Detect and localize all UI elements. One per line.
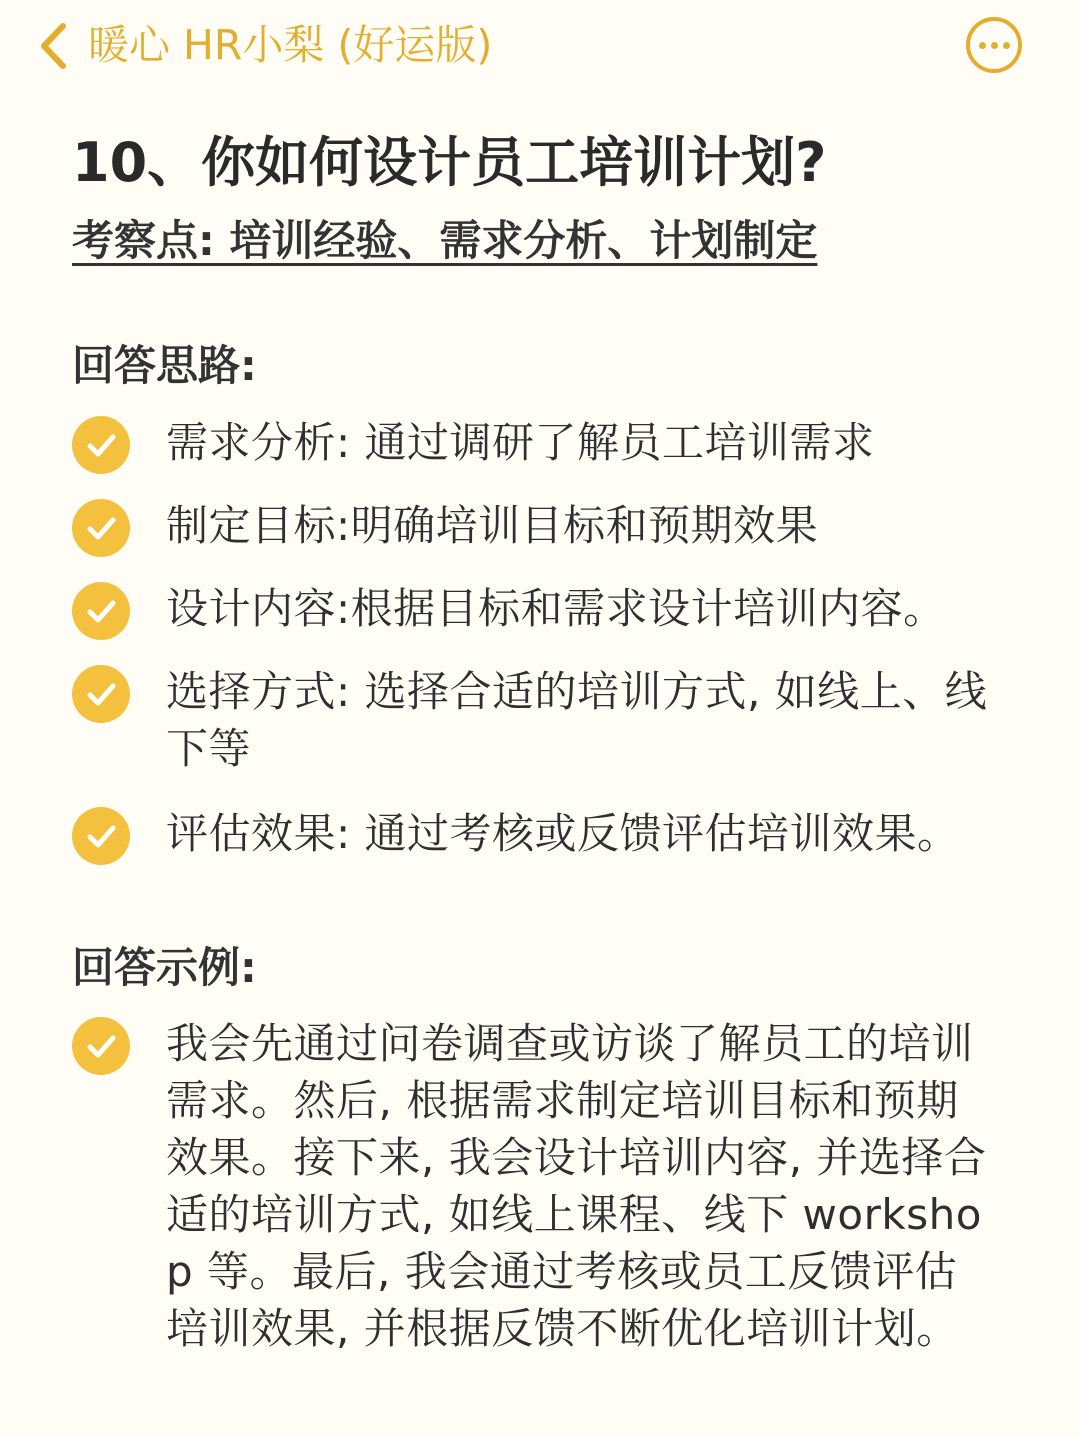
chevron-left-icon bbox=[36, 21, 70, 71]
more-horizontal-icon bbox=[979, 42, 986, 49]
check-circle-icon bbox=[72, 416, 130, 474]
list-item-text: 制定目标:明确培训目标和预期效果 bbox=[166, 501, 819, 550]
check-circle-icon bbox=[72, 1017, 130, 1075]
check-circle-icon bbox=[72, 665, 130, 723]
list-item-text: 需求分析: 通过调研了解员工培训需求 bbox=[166, 418, 875, 467]
example-answer-text: 我会先通过问卷调查或访谈了解员工的培训需求。然后, 根据需求制定培训目标和预期效果。接下来, 我会设计培训内容, 并选择合适的培训方式, 如线上课程、线下 workshop 等。最后, 我会通过考核或员工反馈评估培训效果, 并根据反馈不断优化培训计划。 bbox=[166, 1019, 987, 1353]
check-circle-icon bbox=[72, 499, 130, 557]
check-circle-icon bbox=[72, 807, 130, 865]
more-horizontal-icon bbox=[991, 42, 998, 49]
more-button[interactable] bbox=[966, 17, 1022, 73]
list-item-text: 设计内容:根据目标和需求设计培训内容。 bbox=[166, 584, 946, 633]
key-points-subtitle: 考察点: 培训经验、需求分析、计划制定 bbox=[72, 216, 818, 265]
list-item-text: 评估效果: 通过考核或反馈评估培训效果。 bbox=[166, 809, 960, 858]
check-circle-icon bbox=[72, 582, 130, 640]
nav-bar bbox=[0, 0, 1080, 96]
question-title: 10、你如何设计员工培训计划? bbox=[72, 131, 827, 194]
back-button[interactable] bbox=[28, 18, 78, 74]
more-horizontal-icon bbox=[1003, 42, 1010, 49]
nav-title: 暖心 HR小梨 (好运版) bbox=[88, 21, 493, 69]
example-section-label: 回答示例: bbox=[72, 943, 257, 992]
list-item-text: 选择方式: 选择合适的培训方式, 如线上、线下等 bbox=[166, 667, 988, 773]
approach-section-label: 回答思路: bbox=[72, 341, 257, 390]
